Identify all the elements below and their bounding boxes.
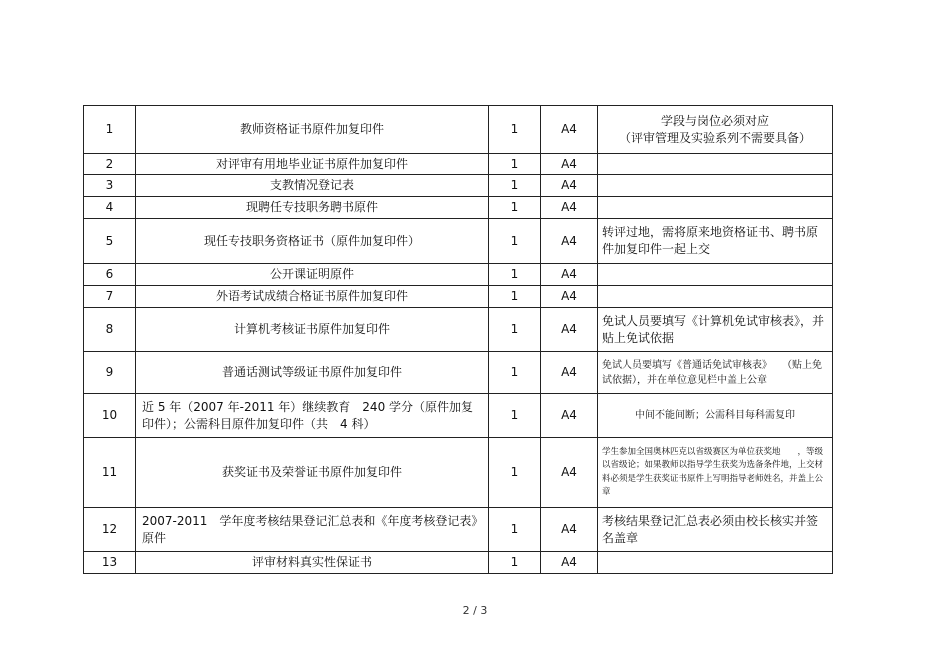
row-paper-size: A4 <box>541 508 598 552</box>
row-quantity: 1 <box>489 508 541 552</box>
row-note <box>598 264 833 286</box>
table-row <box>84 154 833 175</box>
row-note: 考核结果登记汇总表必须由校长核实并签名盖章 <box>598 508 833 552</box>
row-note: 中间不能间断；公需科目每科需复印 <box>598 394 833 438</box>
row-item: 普通话测试等级证书原件加复印件 <box>136 352 489 394</box>
row-item: 现聘任专技职务聘书原件 <box>136 197 489 219</box>
row-paper-size: A4 <box>541 106 598 154</box>
row-number: 1 <box>84 106 136 154</box>
table-row <box>84 394 833 438</box>
row-note: 转评过地，需将原来地资格证书、聘书原件加复印件一起上交 <box>598 219 833 264</box>
table-row <box>84 264 833 286</box>
row-quantity: 1 <box>489 438 541 508</box>
row-number: 3 <box>84 175 136 197</box>
row-number: 7 <box>84 286 136 308</box>
row-note: 免试人员要填写《普通话免试审核表》 （贴上免试依据），并在单位意见栏中盖上公章 <box>598 352 833 394</box>
row-item: 外语考试成绩合格证书原件加复印件 <box>136 286 489 308</box>
row-note <box>598 286 833 308</box>
row-quantity: 1 <box>489 154 541 175</box>
table-row <box>84 219 833 264</box>
row-paper-size: A4 <box>541 394 598 438</box>
row-paper-size: A4 <box>541 438 598 508</box>
table-row <box>84 175 833 197</box>
row-quantity: 1 <box>489 197 541 219</box>
row-note: 免试人员要填写《计算机免试审核表》，并贴上免试依据 <box>598 308 833 352</box>
row-note <box>598 552 833 574</box>
table-row <box>84 552 833 574</box>
row-item: 2007-2011 学年度考核结果登记汇总表和《年度考核登记表》原件 <box>136 508 489 552</box>
row-item: 获奖证书及荣誉证书原件加复印件 <box>136 438 489 508</box>
row-quantity: 1 <box>489 394 541 438</box>
row-item: 计算机考核证书原件加复印件 <box>136 308 489 352</box>
row-note <box>598 175 833 197</box>
row-item: 近 5 年（2007 年-2011 年）继续教育 240 学分（原件加复印件）；公需科目原件加复印件（共 4 科） <box>136 394 489 438</box>
row-paper-size: A4 <box>541 175 598 197</box>
row-number: 12 <box>84 508 136 552</box>
page-number: 2 / 3 <box>462 604 488 617</box>
table-row <box>84 106 833 154</box>
table-row <box>84 286 833 308</box>
row-item: 现任专技职务资格证书（原件加复印件） <box>136 219 489 264</box>
row-quantity: 1 <box>489 308 541 352</box>
row-note <box>598 154 833 175</box>
row-note <box>598 197 833 219</box>
row-number: 6 <box>84 264 136 286</box>
row-paper-size: A4 <box>541 154 598 175</box>
row-quantity: 1 <box>489 219 541 264</box>
materials-table <box>83 105 833 574</box>
row-number: 5 <box>84 219 136 264</box>
row-number: 10 <box>84 394 136 438</box>
row-item: 公开课证明原件 <box>136 264 489 286</box>
table-row <box>84 438 833 508</box>
row-paper-size: A4 <box>541 197 598 219</box>
row-quantity: 1 <box>489 286 541 308</box>
row-paper-size: A4 <box>541 264 598 286</box>
row-paper-size: A4 <box>541 552 598 574</box>
row-quantity: 1 <box>489 552 541 574</box>
table-row <box>84 308 833 352</box>
row-item: 评审材料真实性保证书 <box>136 552 489 574</box>
table-row <box>84 508 833 552</box>
table-row <box>84 197 833 219</box>
row-number: 13 <box>84 552 136 574</box>
row-quantity: 1 <box>489 264 541 286</box>
row-quantity: 1 <box>489 106 541 154</box>
row-paper-size: A4 <box>541 219 598 264</box>
row-number: 4 <box>84 197 136 219</box>
row-note: 学段与岗位必须对应 （评审管理及实验系列不需要具备） <box>598 106 833 154</box>
row-paper-size: A4 <box>541 308 598 352</box>
row-quantity: 1 <box>489 175 541 197</box>
row-item: 对评审有用地毕业证书原件加复印件 <box>136 154 489 175</box>
row-item: 支教情况登记表 <box>136 175 489 197</box>
row-number: 2 <box>84 154 136 175</box>
row-number: 11 <box>84 438 136 508</box>
row-paper-size: A4 <box>541 352 598 394</box>
row-item: 教师资格证书原件加复印件 <box>136 106 489 154</box>
row-quantity: 1 <box>489 352 541 394</box>
row-note: 学生参加全国奥林匹克以省级赛区为单位获奖地 ，等级以省级论；如果教师以指导学生获奖为选备条件地，上交材料必须是学生获奖证书原件上写明指导老师姓名，并盖上公章 <box>598 438 833 508</box>
row-number: 9 <box>84 352 136 394</box>
table-row <box>84 352 833 394</box>
row-paper-size: A4 <box>541 286 598 308</box>
row-number: 8 <box>84 308 136 352</box>
